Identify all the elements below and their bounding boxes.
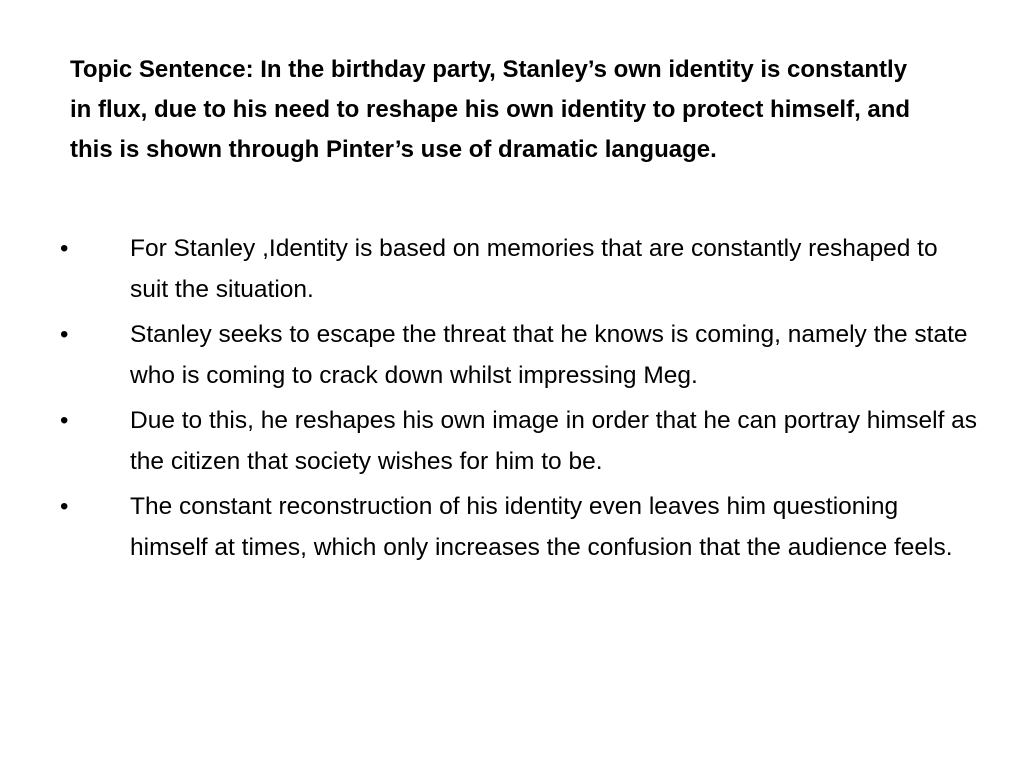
list-item — [60, 314, 980, 396]
slide-title: Topic Sentence: In the birthday party, Stanley’s own identity is constantly in flux, due to his need to reshape his own identity to protect himself, and this is shown through Pinter’s use of dramatic language. — [70, 56, 911, 163]
list-item — [60, 486, 980, 568]
bullet-icon: • — [60, 235, 69, 262]
bullet-text: Due to this, he reshapes his own image in order that he can portray himself as the citizen that society wishes for him to be. — [130, 407, 978, 475]
bullet-icon: • — [60, 493, 69, 520]
bullet-text: The constant reconstruction of his identity even leaves him questioning himself at times, which only increases the confusion that the audience feels. — [130, 493, 953, 561]
bullet-text: For Stanley ,Identity is based on memories that are constantly reshaped to suit the situation. — [130, 235, 938, 303]
bullet-list — [60, 228, 980, 572]
bullet-text: Stanley seeks to escape the threat that he knows is coming, namely the state who is coming to crack down whilst impressing Meg. — [130, 321, 968, 389]
bullet-icon: • — [60, 321, 69, 348]
bullet-icon: • — [60, 407, 69, 434]
list-item — [60, 400, 980, 482]
list-item — [60, 228, 980, 310]
